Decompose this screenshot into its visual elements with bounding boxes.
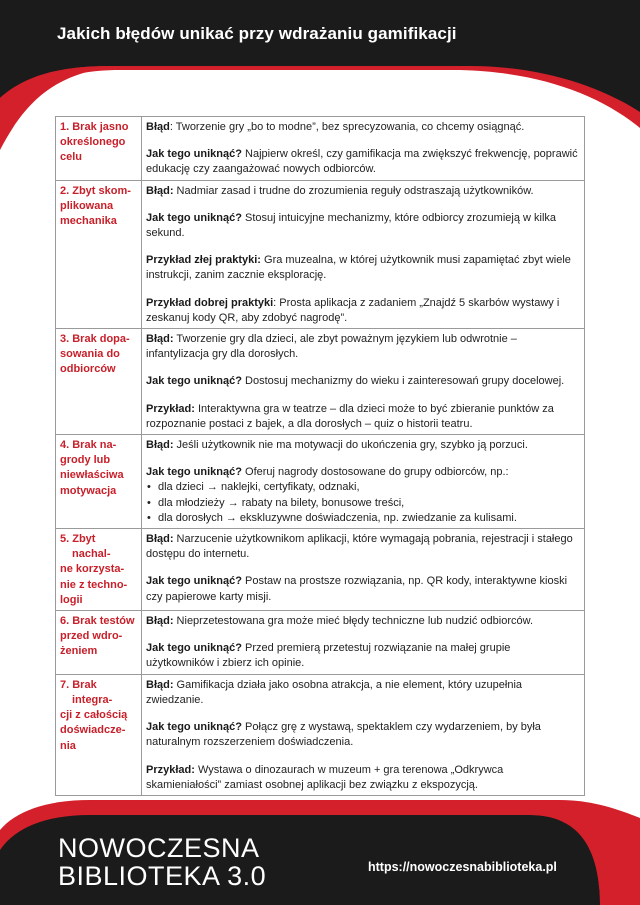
paragraph-lead: Jak tego uniknąć? <box>146 148 242 161</box>
paragraph-text: : Tworzenie gry „bo to modne”, bez sprecyzowania, co chcemy osiągnąć. <box>169 121 525 133</box>
paragraph-text: Oferuj nagrody dostosowane do grupy odbiorców, np.: <box>241 466 509 479</box>
mistake-title-line: nie z techno- <box>60 578 128 591</box>
mistake-title-line: odbiorców <box>60 363 116 376</box>
mistake-title-line: 3. Brak dopa- <box>60 333 130 346</box>
paragraph-lead: Jak tego uniknąć? <box>146 375 242 388</box>
mistake-title-line: grody lub <box>60 454 111 467</box>
description-paragraph <box>146 120 580 135</box>
paragraph-text: Postaw na prostsze rozwiązania, np. QR kody, interaktywne kioski czy papierowe karty misji. <box>146 575 568 603</box>
mistake-title-line: logii <box>60 593 83 606</box>
table-row <box>56 611 585 675</box>
mistake-description <box>142 117 585 181</box>
paragraph-text: Interaktywna gra w teatrze – dla dzieci może to być zbieranie punktów za rozpoznanie postaci z bajek, a dla dorosłych – quiz o historii teatru. <box>146 402 554 430</box>
mistake-title-line: 2. Zbyt skom- <box>60 184 131 197</box>
description-paragraph <box>146 465 580 526</box>
description-paragraph <box>146 574 580 604</box>
mistake-title-line: cji z całością <box>60 709 128 722</box>
mistake-title <box>56 611 142 675</box>
paragraph-text: Gra muzealna, w której użytkownik musi zapamiętać zbyt wiele instrukcji, zanim zacznie eksplorację. <box>146 254 571 282</box>
paragraph-lead: Błąd: <box>146 333 174 346</box>
mistake-title-line: 7. Brak integra- <box>60 678 113 706</box>
list-item: • dla młodzieży → rabaty na bilety, bonusowe treści, <box>146 496 580 511</box>
mistake-title <box>56 329 142 435</box>
description-paragraph <box>146 678 580 708</box>
table-row <box>56 329 585 435</box>
paragraph-lead: Przykład złej praktyki: <box>146 254 261 267</box>
mistake-title-line: 1. Brak jasno <box>60 121 129 133</box>
logo-line-2: BIBLIOTEKA 3.0 <box>58 861 267 891</box>
paragraph-lead: Błąd: <box>146 184 174 197</box>
mistake-description <box>142 611 585 675</box>
description-paragraph <box>146 438 580 453</box>
page-title: Jakich błędów unikać przy wdrażaniu gamifikacji <box>57 24 457 43</box>
paragraph-text: Połącz grę z wystawą, spektaklem czy wydarzeniem, by była naturalnym rozszerzeniem doświadczenia. <box>146 721 541 749</box>
paragraph-lead: Błąd <box>146 121 170 133</box>
description-paragraph <box>146 763 580 793</box>
mistake-title-line: 6. Brak testów <box>60 615 135 628</box>
paragraph-lead: Przykład dobrej praktyki <box>146 296 274 309</box>
description-paragraph <box>146 332 580 362</box>
mistake-description <box>142 180 585 328</box>
paragraph-text: : Prosta aplikacja z zadaniem „Znajdź 5 skarbów wystawy i zeskanuj kody QR, aby zdobyć nagrodę”. <box>146 296 560 324</box>
mistake-title-line: niewłaściwa <box>60 469 124 482</box>
mistake-description <box>142 329 585 435</box>
mistake-title-line: doświadcze- <box>60 724 126 737</box>
table-row <box>56 117 585 181</box>
description-paragraph <box>146 374 580 389</box>
mistake-title <box>56 435 142 529</box>
mistake-description <box>142 435 585 529</box>
table-row <box>56 435 585 529</box>
paragraph-lead: Jak tego uniknąć? <box>146 642 242 655</box>
description-paragraph <box>146 211 580 241</box>
paragraph-lead: Przykład: <box>146 763 195 776</box>
paragraph-text: Wystawa o dinozaurach w muzeum + gra terenowa „Odkrywca skamieniałości” zamiast osobnej aplikacji bez związku z ekspozycją. <box>146 763 504 791</box>
paragraph-lead: Błąd: <box>146 615 174 628</box>
paragraph-text: Narzucenie użytkownikom aplikacji, które wymagają pobrania, rejestracji i stałego dostępu do internetu. <box>146 533 573 561</box>
paragraph-lead: Błąd: <box>146 439 174 452</box>
table-row <box>56 529 585 611</box>
description-paragraph <box>146 402 580 432</box>
mistake-description <box>142 674 585 795</box>
mistake-title-line: 5. Zbyt nachal- <box>60 533 111 561</box>
website-link[interactable]: https://nowoczesnabiblioteka.pl <box>368 860 557 874</box>
mistake-title-line: mechanika <box>60 215 117 228</box>
paragraph-lead: Jak tego uniknąć? <box>146 575 242 588</box>
list-item: • dla dorosłych → ekskluzywne doświadczenia, np. zwiedzanie za kulisami. <box>146 511 580 526</box>
paragraph-lead: Błąd: <box>146 678 174 691</box>
paragraph-lead: Jak tego uniknąć? <box>146 211 242 224</box>
table-row <box>56 180 585 328</box>
mistake-title-line: określonego <box>60 136 126 149</box>
mistake-title <box>56 529 142 611</box>
description-paragraph <box>146 720 580 750</box>
mistake-title-line: motywacja <box>60 484 117 497</box>
paragraph-text: Nieprzetestowana gra może mieć błędy techniczne lub nudzić odbiorców. <box>173 615 534 628</box>
table-row <box>56 674 585 795</box>
mistake-title-line: celu <box>60 151 83 164</box>
mistake-title-line: 4. Brak na- <box>60 439 117 452</box>
description-paragraph <box>146 253 580 283</box>
paragraph-text: Najpierw określ, czy gamifikacja ma zwiększyć frekwencję, poprawić edukację czy zaangażować nowych odbiorców. <box>146 148 578 176</box>
mistake-title <box>56 180 142 328</box>
list-item: • dla dzieci → naklejki, certyfikaty, odznaki, <box>146 480 580 495</box>
description-paragraph <box>146 184 580 199</box>
mistake-title <box>56 674 142 795</box>
paragraph-lead: Błąd: <box>146 533 174 546</box>
paragraph-text: Dostosuj mechanizmy do wieku i zainteresowań grupy docelowej. <box>241 375 565 388</box>
paragraph-lead: Przykład: <box>146 402 195 415</box>
description-paragraph <box>146 614 580 629</box>
description-paragraph <box>146 147 580 177</box>
description-paragraph <box>146 532 580 562</box>
paragraph-text: Stosuj intuicyjne mechanizmy, które odbiorcy zrozumieją w kilka sekund. <box>146 211 557 240</box>
mistake-title-line: sowania do <box>60 348 120 361</box>
paragraph-lead: Jak tego uniknąć? <box>146 466 242 479</box>
logo-line-1: NOWOCZESNA <box>58 833 260 863</box>
paragraph-text: Nadmiar zasad i trudne do zrozumienia reguły odstraszają użytkowników. <box>173 184 534 197</box>
paragraph-text: Tworzenie gry dla dzieci, ale zbyt poważnym językiem lub odwrotnie – infantylizacja gry dla dorosłych. <box>146 333 517 361</box>
mistake-title-line: przed wdro- <box>60 630 123 643</box>
mistakes-table <box>55 116 585 796</box>
paragraph-text: Przed premierą przetestuj rozwiązanie na małej grupie użytkowników i zbierz ich opinie. <box>146 642 511 670</box>
mistake-title-line: nia <box>60 739 76 752</box>
mistake-title-line: ne korzysta- <box>60 563 125 576</box>
nowoczesna-biblioteka-logo[interactable] <box>58 834 266 890</box>
mistake-description <box>142 529 585 611</box>
mistake-title <box>56 117 142 181</box>
paragraph-text: Gamifikacja działa jako osobna atrakcja, a nie element, który uzupełnia zwiedzanie. <box>146 678 523 706</box>
reward-list <box>146 480 580 526</box>
paragraph-text: Jeśli użytkownik nie ma motywacji do ukończenia gry, szybko ją porzuci. <box>173 439 528 452</box>
mistake-title-line: plikowana <box>60 199 114 212</box>
description-paragraph <box>146 296 580 326</box>
mistake-title-line: żeniem <box>60 645 98 658</box>
description-paragraph <box>146 641 580 671</box>
paragraph-lead: Jak tego uniknąć? <box>146 721 242 734</box>
